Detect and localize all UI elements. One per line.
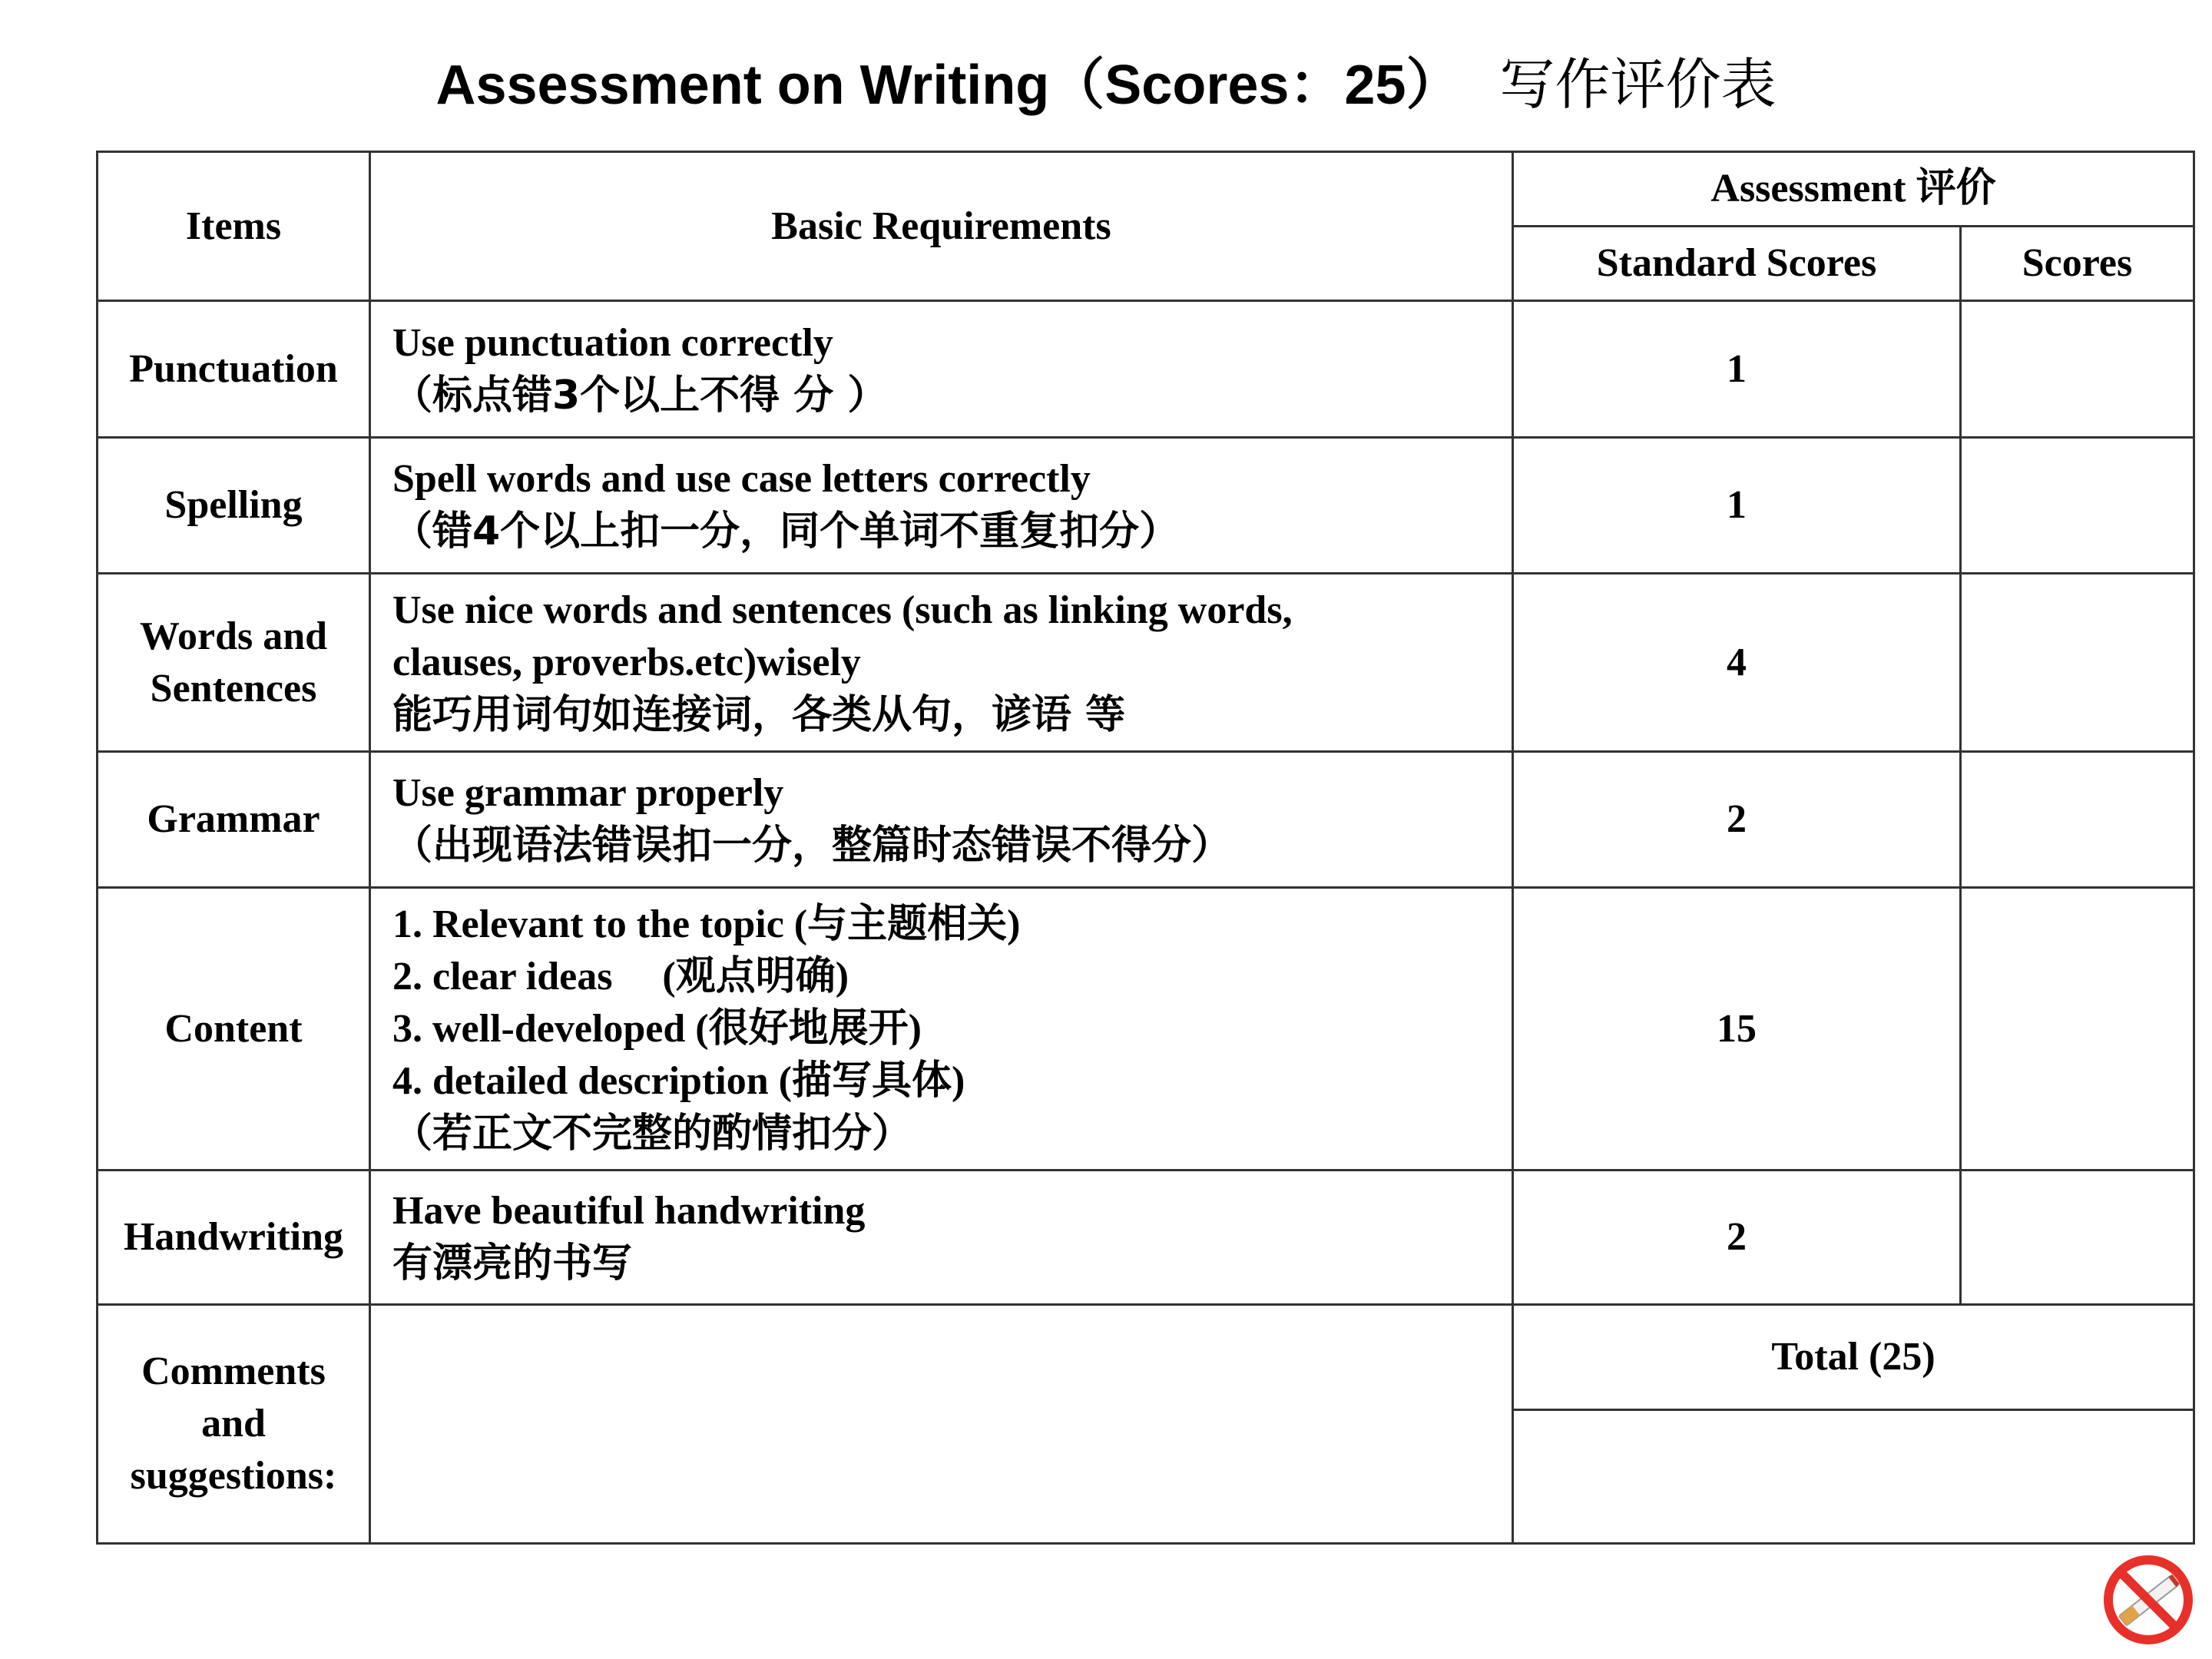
item-label: Spelling bbox=[98, 438, 370, 574]
no-smoking-icon bbox=[2098, 1550, 2198, 1650]
score-field[interactable] bbox=[1961, 1171, 2194, 1305]
table-row bbox=[98, 888, 2194, 1171]
score-field[interactable] bbox=[1961, 301, 2194, 438]
requirement-cell bbox=[370, 888, 1513, 1171]
header-scores: Scores bbox=[1961, 227, 2194, 301]
standard-score: 2 bbox=[1513, 752, 1961, 888]
footer-row bbox=[98, 1305, 2194, 1410]
title-en: Assessment on Writing（Scores：25） bbox=[435, 55, 1462, 116]
requirement-text: Have beautiful handwriting bbox=[392, 1189, 866, 1233]
comments-field[interactable] bbox=[370, 1305, 1513, 1544]
requirement-cn: 能巧用词句如连接词，各类从句，谚语 等 bbox=[392, 691, 1126, 738]
score-field[interactable] bbox=[1961, 752, 2194, 888]
comments-label: Comments and suggestions: bbox=[98, 1305, 370, 1544]
header-row bbox=[98, 152, 2194, 227]
item-label: Words and Sentences bbox=[98, 574, 370, 752]
header-assessment: Assessment 评价 bbox=[1513, 152, 2194, 227]
total-label: Total (25) bbox=[1513, 1305, 2194, 1410]
requirement-cell bbox=[370, 438, 1513, 574]
score-field[interactable] bbox=[1961, 888, 2194, 1171]
standard-score: 1 bbox=[1513, 301, 1961, 438]
requirement-cn: （若正文不完整的酌情扣分） bbox=[392, 1110, 912, 1157]
item-label: Content bbox=[98, 888, 370, 1171]
table-row bbox=[98, 301, 2194, 438]
total-field[interactable] bbox=[1513, 1410, 2194, 1544]
table-row bbox=[98, 752, 2194, 888]
score-field[interactable] bbox=[1961, 574, 2194, 752]
header-requirements: Basic Requirements bbox=[370, 152, 1513, 301]
standard-score: 15 bbox=[1513, 888, 1961, 1171]
table-row bbox=[98, 574, 2194, 752]
item-label: Handwriting bbox=[98, 1171, 370, 1305]
header-items: Items bbox=[98, 152, 370, 301]
item-label: Punctuation bbox=[98, 301, 370, 438]
table-row bbox=[98, 1171, 2194, 1305]
requirement-text: Use nice words and sentences (such as linking words, bbox=[392, 588, 1293, 632]
requirement-text: 4. detailed description (描写具体) bbox=[392, 1058, 965, 1103]
requirement-cell bbox=[370, 1171, 1513, 1305]
requirement-text: 2. clear ideas (观点明确) bbox=[392, 954, 849, 998]
requirement-text: 3. well-developed (很好地展开) bbox=[392, 1006, 922, 1051]
requirement-text: clauses, proverbs.etc)wisely bbox=[392, 640, 861, 684]
requirement-text: 1. Relevant to the topic (与主题相关) bbox=[392, 902, 1021, 946]
requirement-cn: 有漂亮的书写 bbox=[392, 1240, 633, 1286]
score-field[interactable] bbox=[1961, 438, 2194, 574]
requirement-cn: （错4个以上扣一分，同个单词不重复扣分） bbox=[392, 508, 1180, 555]
standard-score: 1 bbox=[1513, 438, 1961, 574]
standard-score: 2 bbox=[1513, 1171, 1961, 1305]
requirement-text: Spell words and use case letters correctly bbox=[392, 457, 1091, 501]
header-standard-scores: Standard Scores bbox=[1513, 227, 1961, 301]
requirement-cn: （出现语法错误扣一分，整篇时态错误不得分） bbox=[392, 823, 1232, 869]
requirement-cn: （标点错3个以上不得 分 ） bbox=[392, 372, 888, 419]
requirement-cell bbox=[370, 574, 1513, 752]
item-label: Grammar bbox=[98, 752, 370, 888]
requirement-cell bbox=[370, 301, 1513, 438]
standard-score: 4 bbox=[1513, 574, 1961, 752]
requirement-cell bbox=[370, 752, 1513, 888]
title-cn: 写作评价表 bbox=[1499, 55, 1777, 116]
assessment-table bbox=[96, 151, 2195, 1545]
requirement-text: Use punctuation correctly bbox=[392, 320, 833, 365]
table-row bbox=[98, 438, 2194, 574]
requirement-text: Use grammar properly bbox=[392, 771, 784, 815]
page-title bbox=[0, 40, 2212, 120]
